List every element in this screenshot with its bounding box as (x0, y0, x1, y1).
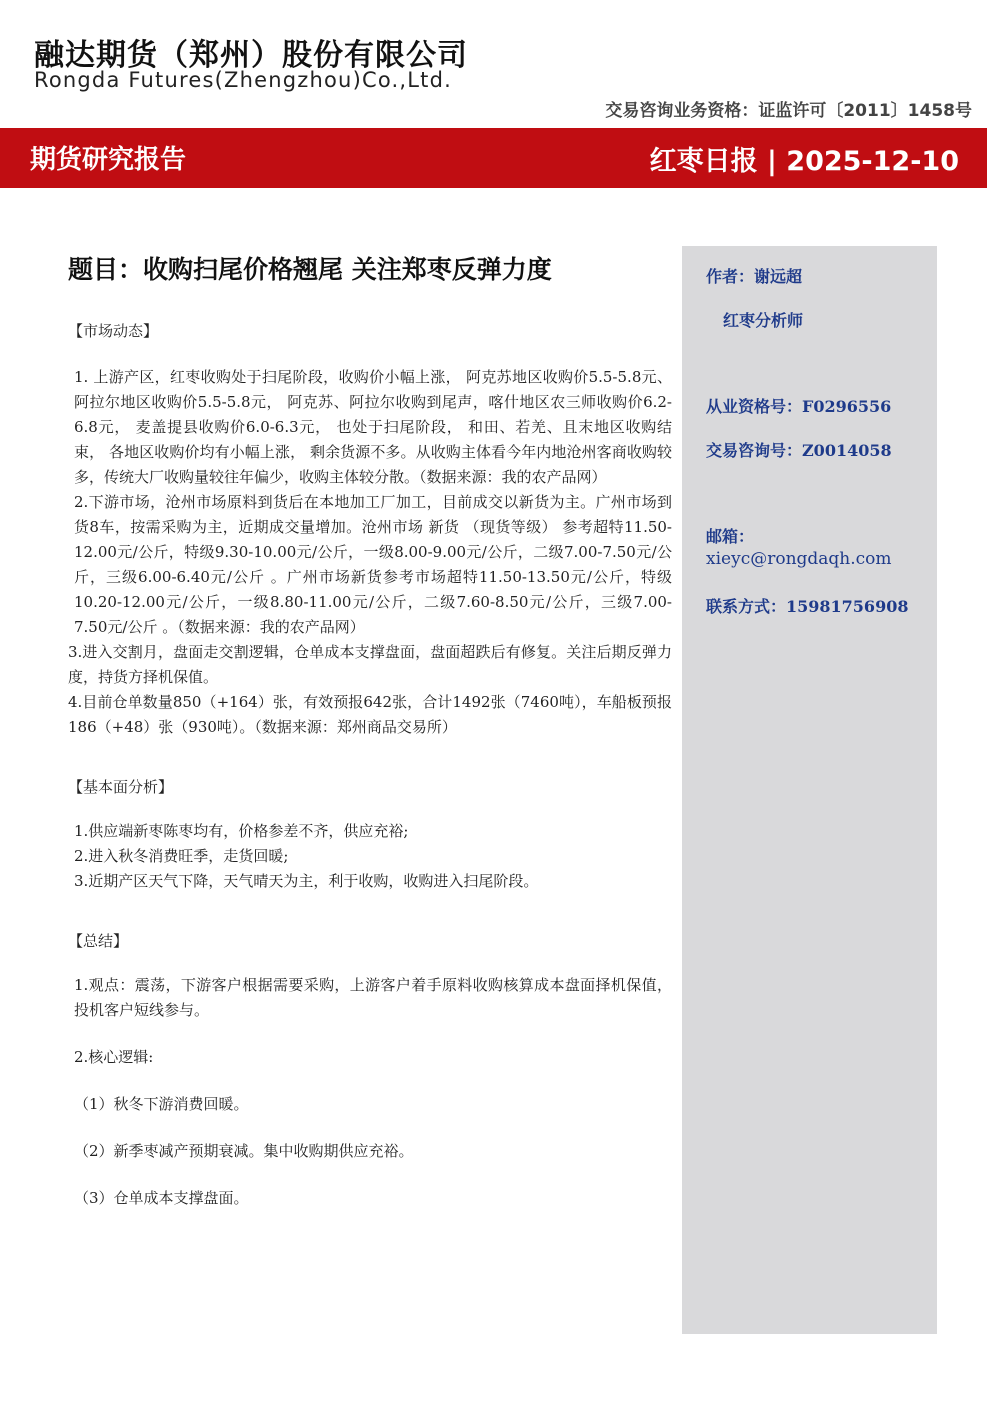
company-name-cn: 融达期货（郑州）股份有限公司 (34, 38, 468, 73)
email-link[interactable]: xieyc@rongdaqh.com (706, 549, 892, 569)
company-name-en: Rongda Futures(Zhengzhou)Co.,Ltd. (34, 68, 452, 92)
qualification-text: 交易咨询业务资格：证监许可〔2011〕1458号 (605, 101, 972, 121)
logic-item: （3）仓单成本支撑盘面。 (74, 1189, 249, 1207)
market-paragraph: 4.目前仓单数量850（+164）张，有效预报642张，合计1492张（7460吨），车船板预报186（+48）张（930吨）。（数据来源：郑州商品交易所） (68, 693, 672, 736)
fundamental-item: 2.进入秋冬消费旺季，走货回暖; (74, 847, 289, 865)
section-heading-summary: 【总结】 (68, 932, 129, 950)
logic-item: （2）新季枣减产预期衰减。集中收购期供应充裕。 (74, 1142, 414, 1160)
report-title: 题目：收购扫尾价格翘尾 关注郑枣反弹力度 (68, 255, 552, 284)
banner-report-type: 期货研究报告 (30, 145, 187, 175)
author-name: 作者：谢远超 (706, 267, 803, 286)
summary-logic-heading: 2.核心逻辑: (74, 1048, 154, 1066)
report-banner (0, 128, 987, 188)
logic-item: （1）秋冬下游消费回暖。 (74, 1095, 249, 1113)
contact-phone: 联系方式：15981756908 (706, 597, 909, 616)
section-heading-fundamental: 【基本面分析】 (68, 778, 174, 796)
summary-view: 1.观点：震荡，下游客户根据需要采购，上游客户着手原料收购核算成本盘面择机保值，投机客户短线参与。 (74, 976, 672, 1019)
consult-number: 交易咨询号：Z0014058 (706, 441, 892, 460)
fundamental-item: 1.供应端新枣陈枣均有，价格参差不齐，供应充裕; (74, 822, 409, 840)
email-label: 邮箱： (706, 527, 755, 546)
market-paragraph: 2.下游市场，沧州市场原料到货后在本地加工厂加工，目前成交以新货为主。广州市场到货8车，按需采购为主，近期成交量增加。沧州市场 新货 （现货等级） 参考超特11.50-12.00元/公斤，特级9.30-10.00元/公斤，一级8.00-9.00元/公斤，二级7.00-7.50元/公斤，三级6.00-6.40元/公斤 。广州市场新货参考市场超特11.50-13.50元/公斤，特级10.20-12.00元/公斤，一级8.80-11.00元/公斤，二级7.60-8.50元/公斤，三级7.00-7.50元/公斤 。（数据来源：我的农产品网） (74, 493, 672, 636)
market-paragraph: 1. 上游产区，红枣收购处于扫尾阶段，收购价小幅上涨， 阿克苏地区收购价5.5-5.8元、阿拉尔地区收购价5.5-5.8元， 阿克苏、阿拉尔收购到尾声，喀什地区农三师收购价6.2-6.8元， 麦盖提县收购价6.0-6.3元， 也处于扫尾阶段， 和田、若羌、且末地区收购结束， 各地区收购价均有小幅上涨， 剩余货源不多。从收购主体看今年内地沧州客商收购较多，传统大厂收购量较往年偏少，收购主体较分散。（数据来源：我的农产品网） (74, 368, 672, 486)
fundamental-item: 3.近期产区天气下降，天气晴天为主，利于收购，收购进入扫尾阶段。 (74, 872, 539, 890)
license-number: 从业资格号：F0296556 (706, 397, 892, 416)
report-body (68, 250, 672, 1211)
author-role: 红枣分析师 (723, 311, 804, 330)
section-heading-market: 【市场动态】 (68, 322, 159, 340)
banner-report-date: 红枣日报 | 2025-12-10 (649, 146, 959, 177)
market-paragraph: 3.进入交割月，盘面走交割逻辑，仓单成本支撑盘面，盘面超跌后有修复。关注后期反弹力度，持货方择机保值。 (68, 643, 672, 686)
author-sidebar (682, 246, 937, 1334)
